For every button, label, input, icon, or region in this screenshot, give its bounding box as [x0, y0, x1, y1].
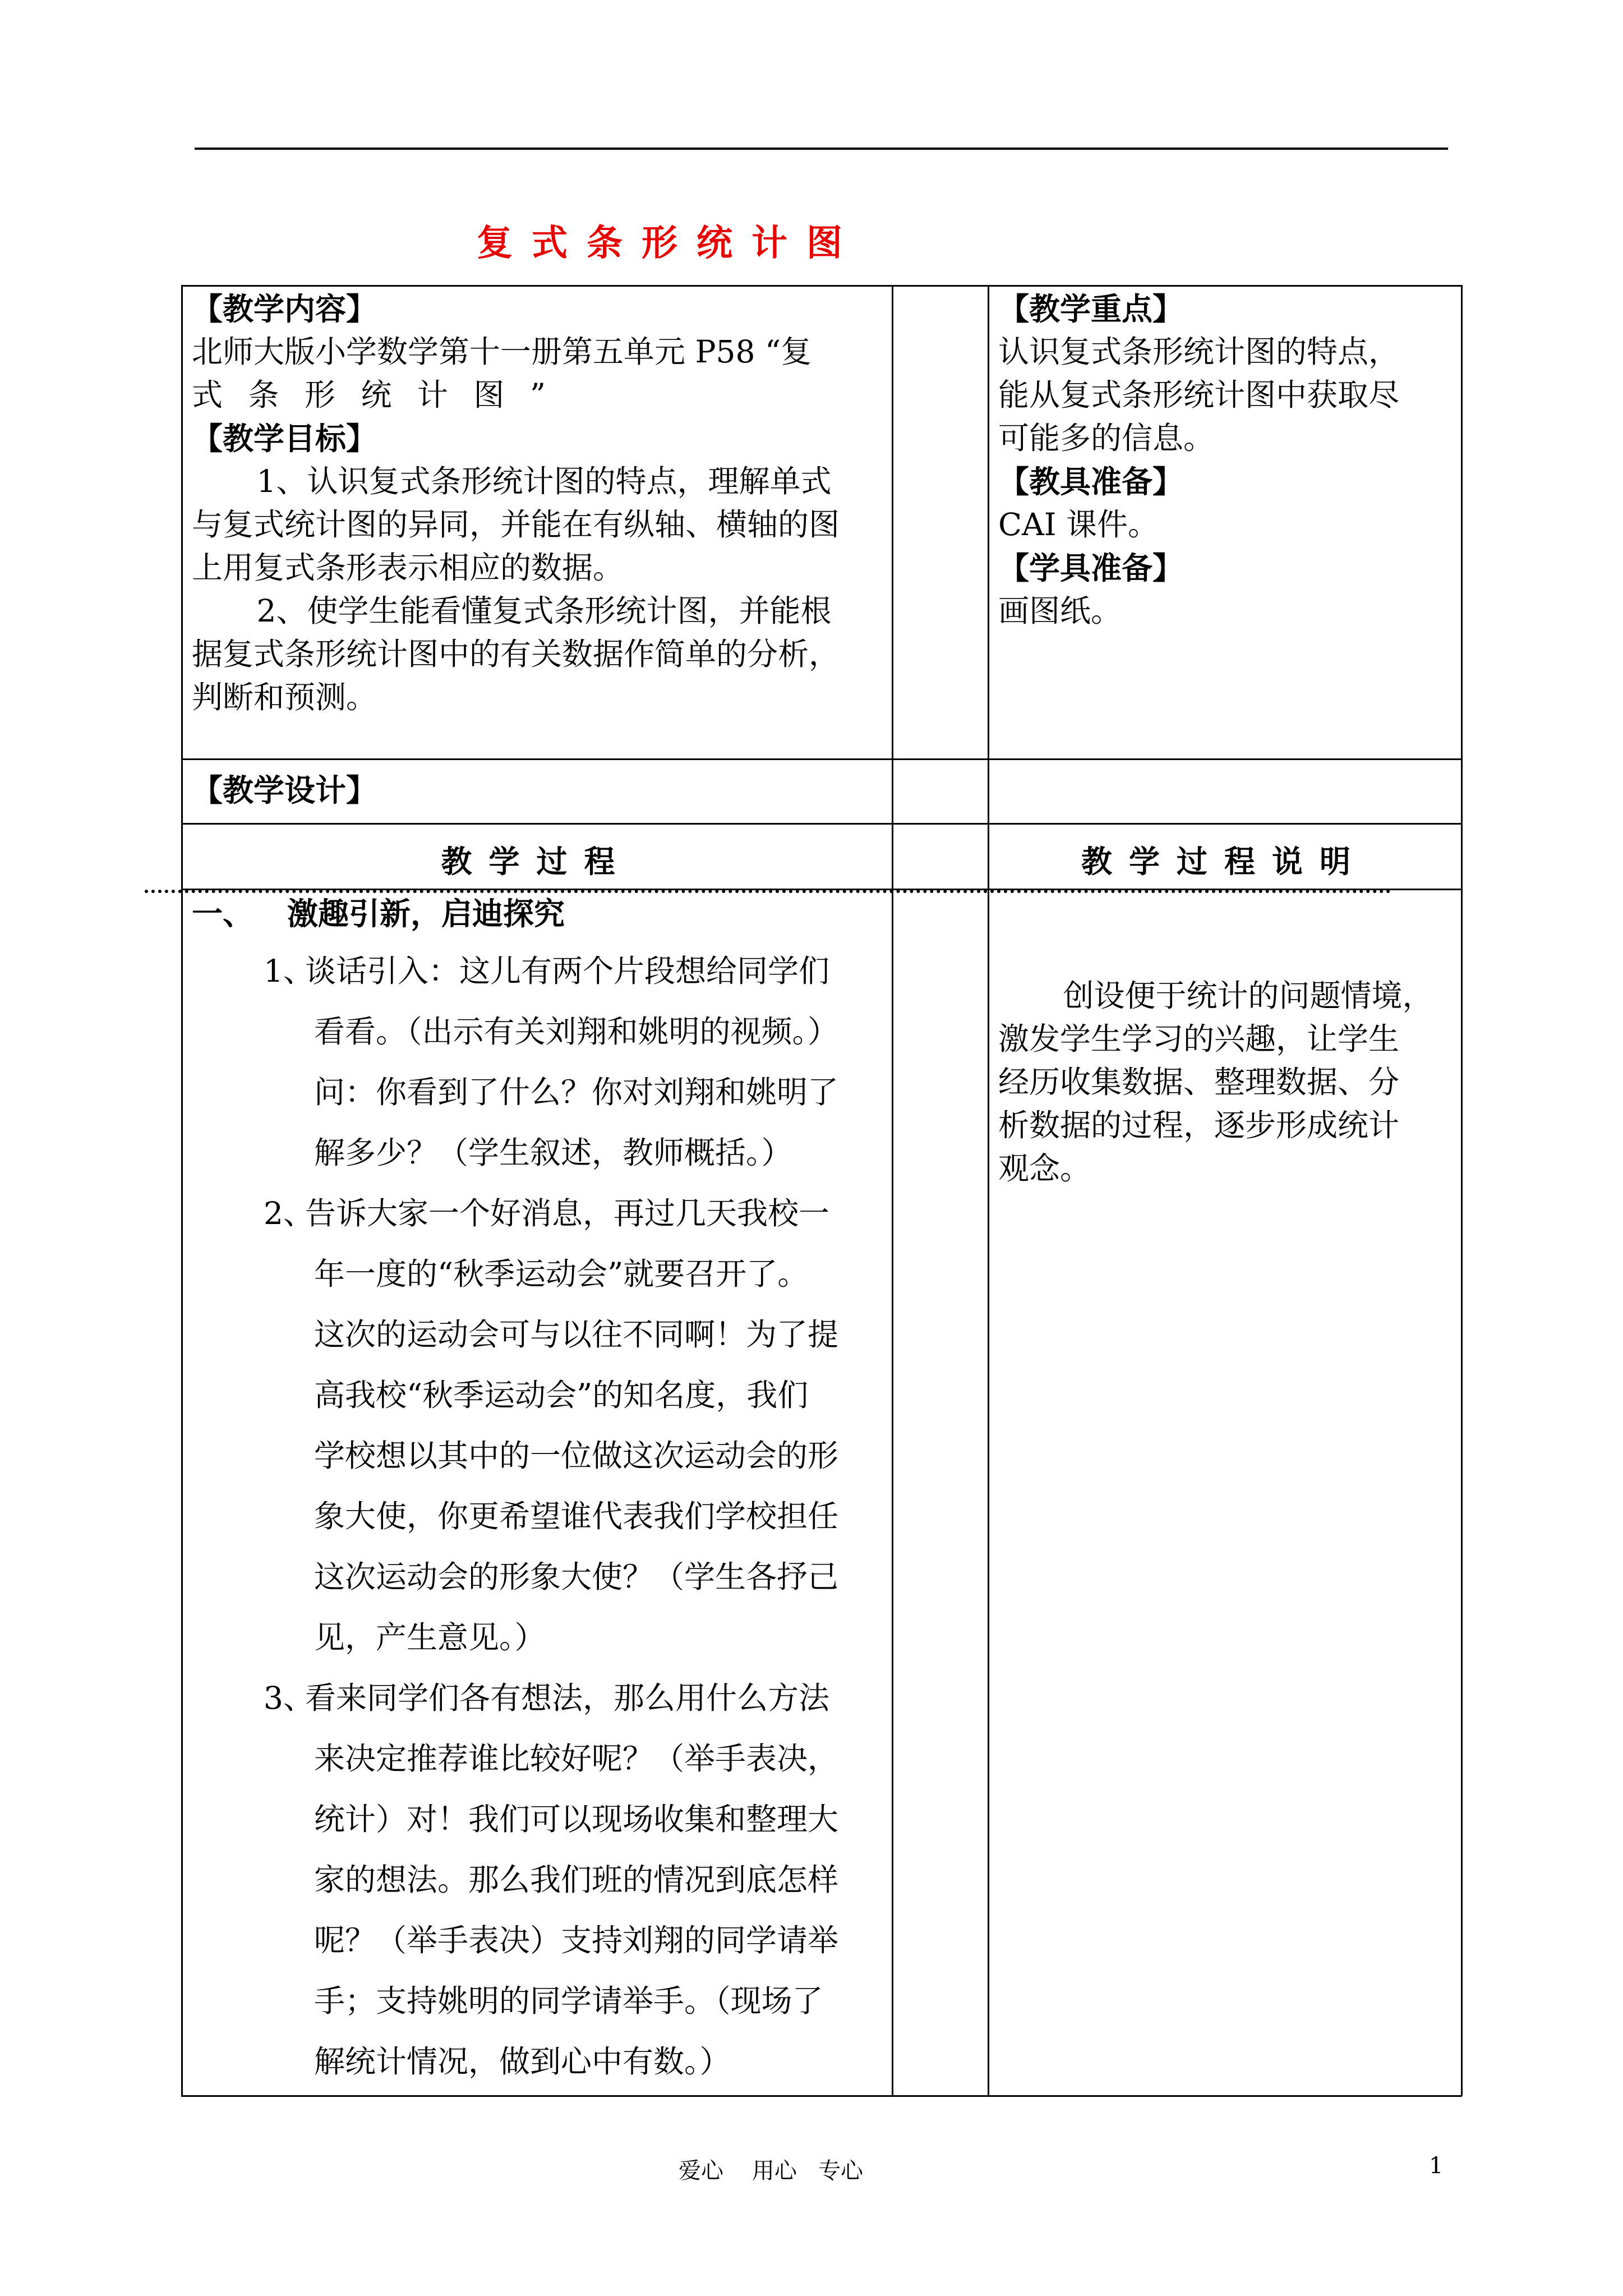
- process-item-line: 告诉大家一个好消息，再过几天我校一: [305, 1195, 830, 1231]
- teaching-goal-1-line-1: 1、认识复式条形统计图的特点，理解单式: [256, 463, 832, 499]
- teaching-design-heading: 【教学设计】: [192, 772, 377, 808]
- teaching-content-text-line-2: 式 条 形 统 计 图 ”: [192, 377, 554, 413]
- process-item-line: 手；支持姚明的同学请举手。（现场了: [314, 1983, 823, 2019]
- process-content: [192, 892, 887, 2092]
- table-border-top: [181, 285, 1462, 287]
- process-item-line: 家的想法。那么我们班的情况到底怎样: [314, 1862, 839, 1898]
- document-title: 复式条形统计图: [477, 222, 861, 264]
- section-1-title: 激趣引新，启迪探究: [287, 895, 565, 932]
- note-line-1: 创设便于统计的问题情境，: [1063, 978, 1433, 1014]
- teaching-content-heading: 【教学内容】: [192, 291, 377, 327]
- note-line-3: 经历收集数据、整理数据、分: [998, 1064, 1400, 1100]
- process-item: [192, 1668, 887, 2092]
- teaching-goal-2-line-3: 判断和预测。: [192, 679, 377, 715]
- process-item-line: 解多少？（学生叙述，教师概括。）: [314, 1135, 792, 1171]
- process-note-column-header: 教学过程说明: [1081, 843, 1367, 880]
- table-border-right: [1461, 285, 1463, 2096]
- note-line-4: 析数据的过程，逐步形成统计: [998, 1107, 1400, 1143]
- process-item-line: 来决定推荐谁比较好呢？（举手表决，: [314, 1741, 839, 1777]
- table-border-row2: [181, 823, 1462, 825]
- header-rule: [195, 148, 1448, 150]
- process-item-line: 见，产生意见。）: [314, 1619, 546, 1655]
- process-item-number: 3、: [264, 1680, 314, 1716]
- teaching-goal-2-line-1: 2、使学生能看懂复式条形统计图，并能根: [256, 593, 832, 629]
- process-item-line: 这次运动会的形象大使？（学生各抒己: [314, 1559, 839, 1595]
- process-item-line: 问：你看到了什么？你对刘翔和姚明了: [314, 1074, 839, 1110]
- process-item-line: 谈话引入：这儿有两个片段想给同学们: [305, 953, 830, 989]
- process-item-line: 象大使，你更希望谁代表我们学校担任: [314, 1498, 839, 1534]
- process-items: [192, 941, 887, 2092]
- key-points-line-2: 能从复式条形统计图中获取尽: [998, 377, 1400, 413]
- teaching-content-text-line-1: 北师大版小学数学第十一册第五单元 P58 “复: [192, 334, 812, 370]
- teaching-tools-heading: 【教具准备】: [998, 463, 1184, 500]
- process-item-line: 解统计情况，做到心中有数。）: [314, 2044, 731, 2079]
- process-item-line: 看看。（出示有关刘翔和姚明的视频。）: [314, 1014, 839, 1050]
- process-column-header: 教学过程: [441, 843, 632, 880]
- process-item-line: 呢？（举手表决）支持刘翔的同学请举: [314, 1922, 839, 1958]
- table-border-row1: [181, 758, 1462, 760]
- page-number: 1: [1429, 2153, 1444, 2179]
- key-points-line-3: 可能多的信息。: [998, 420, 1215, 456]
- process-item: [192, 1183, 887, 1668]
- teaching-goal-1-line-3: 上用复式条形表示相应的数据。: [192, 550, 624, 586]
- process-item-line: 学校想以其中的一位做这次运动会的形: [314, 1438, 839, 1474]
- note-line-5: 观念。: [998, 1151, 1091, 1186]
- process-item-line: 这次的运动会可与以往不同啊！为了提: [314, 1317, 839, 1352]
- key-points-line-1: 认识复式条形统计图的特点，: [998, 334, 1400, 370]
- table-border-left: [181, 285, 183, 2096]
- teaching-goal-2-line-2: 据复式条形统计图中的有关数据作简单的分析，: [192, 636, 840, 672]
- student-tools-heading: 【学具准备】: [998, 550, 1184, 586]
- key-points-heading: 【教学重点】: [998, 291, 1184, 327]
- teaching-design-cell: [192, 769, 377, 812]
- process-item-line: 看来同学们各有想法，那么用什么方法: [305, 1680, 830, 1716]
- teaching-content-cell: [192, 287, 887, 719]
- process-item-number: 2、: [264, 1195, 314, 1231]
- note-line-2: 激发学生学习的兴趣，让学生: [998, 1021, 1400, 1057]
- process-item-line: 年一度的“秋季运动会”就要召开了。: [314, 1256, 809, 1292]
- table-border-col1: [892, 285, 893, 2096]
- teaching-tools-text: CAI 课件。: [998, 507, 1159, 542]
- footer-slogan: 爱心 用心 专心: [679, 2158, 864, 2184]
- process-item-number: 1、: [264, 953, 314, 989]
- teaching-goals-heading: 【教学目标】: [192, 420, 377, 457]
- process-item-line: 高我校“秋季运动会”的知名度，我们: [314, 1377, 809, 1413]
- section-1-heading: [192, 892, 887, 935]
- process-note-content: [998, 974, 1458, 1190]
- student-tools-text: 画图纸。: [998, 593, 1122, 629]
- section-1-label: 一、: [192, 895, 254, 932]
- teaching-goal-1-line-2: 与复式统计图的异同，并能在有纵轴、横轴的图: [192, 507, 840, 542]
- process-item-line: 统计）对！我们可以现场收集和整理大: [314, 1801, 839, 1837]
- table-border-col2: [988, 285, 989, 2096]
- process-item: [192, 941, 887, 1183]
- key-points-cell: [998, 287, 1458, 633]
- table-border-bottom: [181, 2095, 1462, 2097]
